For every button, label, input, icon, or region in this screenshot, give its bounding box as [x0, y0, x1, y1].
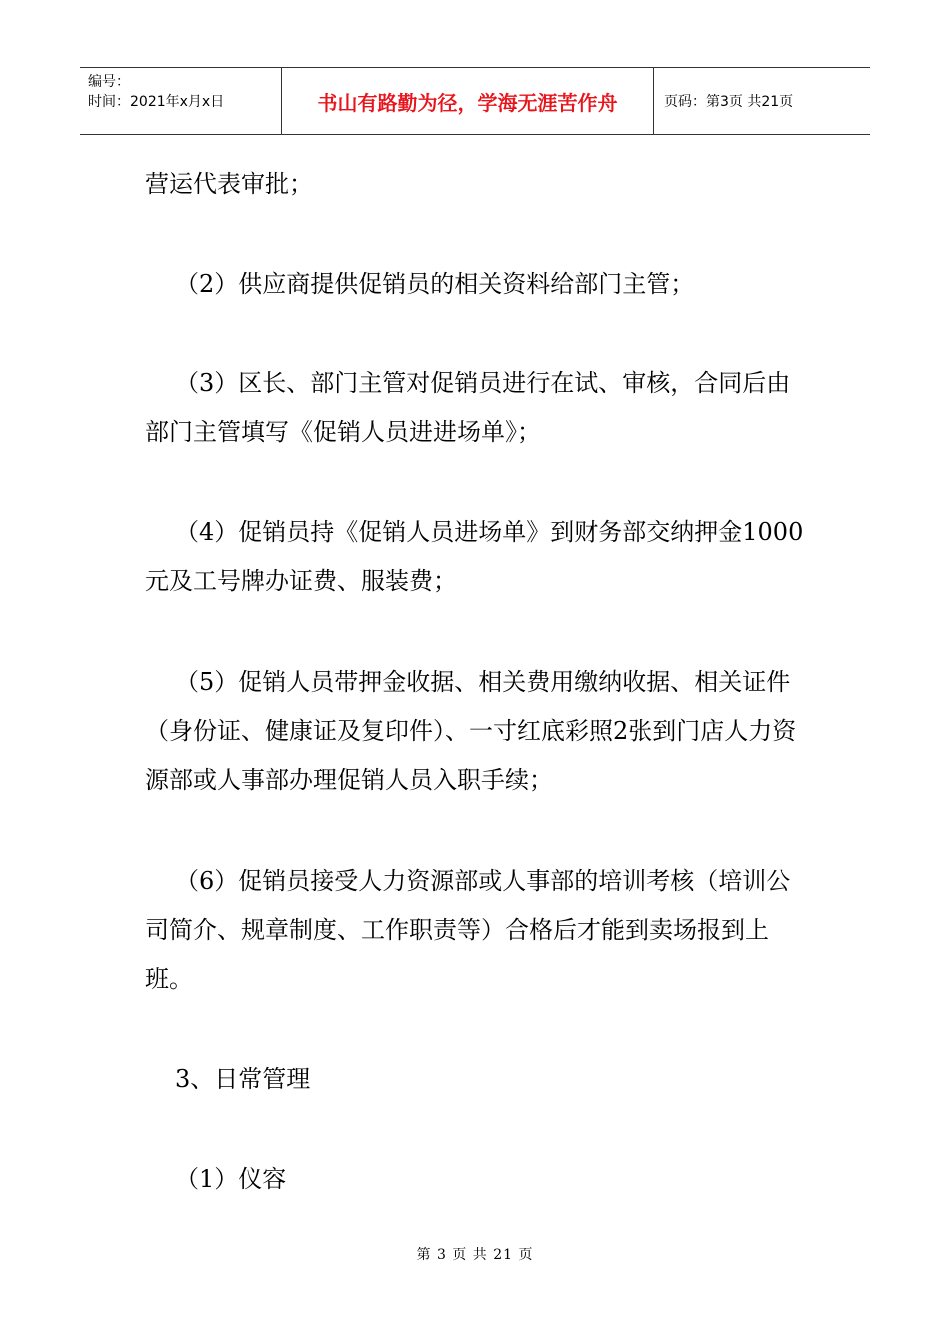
header-meta: [80, 68, 282, 134]
page-footer: 第 3 页 共 21 页: [416, 1247, 534, 1263]
paragraph-step-5: （5）促销人员带押金收据、相关费用缴纳收据、相关证件（身份证、健康证及复印件）、一寸红底彩照2张到门店人力资源部或人事部办理促销人员入职手续；: [145, 668, 797, 794]
paragraph-approval: 营运代表审批；: [145, 170, 313, 198]
page-header: [80, 67, 870, 135]
paragraph-step-6: （6）促销员接受人力资源部或人事部的培训考核（培训公司简介、规章制度、工作职责等）合格后才能到卖场报到上班。: [145, 867, 791, 993]
subsection-heading-appearance: （1）仪容: [175, 1165, 287, 1193]
header-motto: 书山有路勤为径，学海无涯苦作舟: [282, 68, 654, 134]
paragraph-step-3: （3）区长、部门主管对促销员进行在试、审核，合同后由部门主管填写《促销人员进进场单》；: [145, 369, 791, 446]
paragraph-step-4: （4）促销员持《促销人员进场单》到财务部交纳押金1000元及工号牌办证费、服装费；: [145, 518, 804, 595]
header-page-number: 页码：第3页 共21页: [664, 94, 794, 110]
document-date-label: 时间：2021年x月x日: [88, 94, 225, 110]
document-number-label: 编号：: [88, 74, 130, 90]
paragraph-step-2: （2）供应商提供促销员的相关资料给部门主管；: [175, 270, 695, 298]
section-heading-daily-management: 3、日常管理: [175, 1065, 311, 1093]
